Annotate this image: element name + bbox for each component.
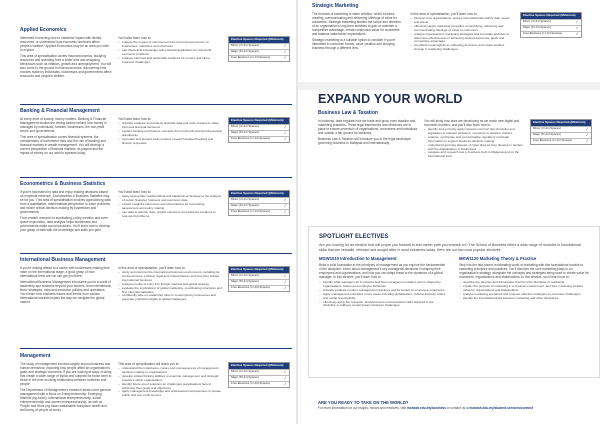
row-label: Free Electives (1 Unit Spaces) [523,31,563,36]
section-title: Management [20,353,51,359]
list-item: – evaluate the implications of global marketing, coordinating structures and firm internationalisation [118,287,222,295]
list-item: – extract insightful inferences and observations for forecasting, assessment and policy making [118,203,222,211]
list-item: – navigate and research law in business both in Malaysia and on the international front. [424,151,524,159]
list-item: – apply management knowledge and professional competencies in private, public and non-profit sectors. [118,390,222,398]
table-header: Elective Spaces Required (Minimum) [229,267,289,273]
table-header: Elective Spaces Required (Minimum) [521,13,581,19]
row-label: Minor (4 Unit Spaces) [523,19,551,24]
row-label: Free Electives (1 Unit Spaces) [231,381,271,386]
row-label: Major (8 Unit Spaces) [231,130,259,135]
row-label: Minor (4 Unit Spaces) [231,273,259,278]
section-body: This area of specialisation covers financial systems, the consideration of investment risks and the role of banking and financial markets in wealth management. You will develop a current perspective of financial markets, its players and the impact of money on our world's systems today. [20,135,106,155]
check-icon: ✓ [283,381,287,387]
table-row [229,285,289,291]
list-item: – analyse modes of entry into foreign markets and global strategy [118,283,222,287]
bullet-list [319,281,447,308]
section-body: The Department of Management's research areas cover general management with a focus on Entrepreneurship, Emerging Markets (eg Asian), International entrepreneurship, social entrepreneurship and women entrepreneurship, as well as People and Work (eg Asian sustainable workplace health and well-being of people at work). [20,388,111,412]
table-row [521,31,581,37]
cta-prefix: For more information on our majors, minors and electives, visit [318,406,407,410]
section-body: From market research to stocktaking, policy creation and even space exploration, data analysis helps businesses and governments make sound decisions. You'll learn how to develop your grasp of data with the knowledge and skills you gain. [20,216,111,232]
list-item: – use data to identify risks, predict outcomes and advance solutions to real-world problems. [118,211,222,219]
check-icon: ✓ [283,203,287,209]
list-item: – effectively apply the research, analytical and communication skills required in the discipline to address contemporary business challenges. [319,301,447,309]
elective-spaces-table [228,266,290,292]
table-header: Elective Spaces Required (Minimum) [229,363,289,369]
right-page [298,0,600,424]
check-icon: ✓ [283,279,287,285]
section-body: Strategic marketing is a suitable option to consider if you're interested in consumer trends, value creation and studying business through a different lens. [312,38,396,50]
check-icon: ✓ [585,126,589,132]
elective-spaces-table [530,119,592,145]
check-icon: ✓ [283,209,287,215]
section-banking [20,108,292,155]
unit-title: MKW1120 Marketing Theory & Practice [459,256,537,261]
band-divider [298,82,600,90]
table-header: Elective Spaces Required (Minimum) [531,120,591,126]
cta-title: ARE YOU READY TO TAKE ON THE WORLD? [318,400,409,405]
page-title: EXPAND YOUR WORLD [318,92,463,106]
section-title: Applied Economics [20,27,67,33]
section-intro: The study of management involves largely around business and human behaviour, exploring how people affect an organisation's goals and strategic outcomes. If you are looking at ways of doing that create a wider range of topics and subjects for those keen to thrive in the ever-evolving relationship between business and people. [20,362,112,386]
row-label: Free Electives (1 Unit Spaces) [231,285,271,290]
elective-spaces-table [228,36,290,62]
bullet-list [118,122,222,145]
section-applied-economics [20,27,292,78]
row-label: Major (8 Unit Spaces) [231,49,259,54]
connect-link[interactable]: monash.edu.my/student-services/connect [469,406,534,410]
divider [20,177,292,178]
table-header: Elective Spaces Required (Minimum) [229,37,289,43]
table-row [229,55,289,61]
list-item: – formulate and present well-rounded, research-backed banking and finance proposals. [118,138,222,146]
learn-label: This area of specialisation will teach you to: [118,362,180,366]
row-label: Major (8 Unit Spaces) [231,279,259,284]
list-item: – identify and correctly apply relevant common law principles and legislation to relevant problems, scenarios or taxation matters [424,128,524,136]
check-icon: ✓ [283,197,287,203]
list-item: – pair theoretical knowledge with practical application for real-world economic problems [118,49,222,57]
section-international-business [20,257,292,304]
section-intro: In business, laws regulate how we trade and grow, even taxation and marketing practices. These legal frameworks and structures are in place to ensure protection of organisations, consumers and individuals and sustain a fair ground for business. [318,119,418,135]
section-management [20,353,292,412]
list-item: – contribute meaningfully to marketing decisions and create positive change in marketing challenges. [410,44,514,52]
row-label: Free Electives (1 Unit Spaces) [231,209,271,214]
row-label: Free Electives (1 Unit Spaces) [231,55,271,60]
bullet-list [424,128,524,159]
list-item: – critically evaluate and analyse financial data and tools needed to make informed financial decisions [118,122,222,130]
check-icon: ✓ [283,285,287,291]
list-item: – identify what managers do in practice and how management shapes and is shaped by organisations, teams and employee behaviour [319,281,447,289]
spotlight-intro: Are you looking for an elective that will propel you forward in and career path you embark on? The School of Business offers a wide range of modules in foundational skills that are versatile, relevant and sought-after in most industries today. Here are our two most popular electives: [319,243,581,252]
learn-label: You'll also learn how to: [118,36,152,40]
section-strategic-marketing [312,3,584,52]
list-item: – analyse marketing scenarios and propose effective strategies to overcome challenges [459,293,589,297]
unit-title: MGW1010 Introduction to Management [319,256,397,261]
list-item: – identify the interrelationships between marketing and other disciplines. [459,297,589,301]
list-item: – effectively apply marketing principles in identifying, delivering and communicating offerings of value to customers [410,25,514,33]
bullet-list [118,271,222,302]
bullet-list [118,367,222,398]
list-item: – produce informed and actionable solutions for current and future business challenges. [118,57,222,65]
row-label: Major (8 Unit Spaces) [523,25,551,30]
row-label: Major (8 Unit Spaces) [231,375,259,380]
row-label: Free Electives (1 Unit Spaces) [533,138,573,143]
spotlight-electives [308,226,600,378]
section-business-law [318,110,594,159]
check-icon: ✓ [575,31,579,37]
row-label: Major (8 Unit Spaces) [231,203,259,208]
row-label: Minor (4 Unit Spaces) [231,369,259,374]
check-icon: ✓ [283,369,287,375]
unit-mkw1120 [459,256,589,301]
check-icon: ✓ [283,55,287,61]
table-header: Elective Spaces Required (Minimum) [229,191,289,197]
table-header: Elective Spaces Required (Minimum) [229,118,289,124]
elective-spaces-table [228,190,290,216]
section-intro: Interested in learning how to maximise impact with limited resources, or understand how economic decisions affect people's welfare? Applied Economics may be an area you wish to explore. [20,36,109,52]
divider [20,104,292,105]
list-item: – interpret how organisations, groups and individuals satisfy their needs and wants [410,17,514,25]
learn-label: You'll also learn how to: [118,117,152,121]
check-icon: ✓ [575,19,579,25]
table-row [229,209,289,215]
learn-label: In this area of specialisation, you'll learn how to: [118,266,186,270]
check-icon: ✓ [283,43,287,49]
learn-label: You will study how laws are developing as we reach new digital and economic frontiers, and you'll also learn how to: [424,119,520,127]
row-label: Free Electives (1 Unit Spaces) [231,136,271,141]
spotlight-title: SPOTLIGHT ELECTIVES [319,234,389,240]
check-icon: ✓ [283,273,287,279]
elective-spaces-table [228,117,290,143]
section-title: Business Law & Taxation [318,110,378,116]
section-title: Econometrics & Business Statistics [20,181,106,187]
divider [20,253,292,254]
business-link[interactable]: monash.edu.my/business [406,406,446,410]
learn-label: In this area of specialisation, you'll learn how to: [410,12,478,16]
section-body: This area of specialisation covers macroeconomics, studying resources and spending from a wider lens and analysing behaviours such as inflation, growth and unemployment. You will also come to the ground in microeconomics, discovering how choices made by individuals, businesses and governments affect resources and people's welfare. [20,54,112,78]
left-page [0,0,296,424]
unit-intro: Build a solid foundation in the principles of management as you explore the fundamentals of the discipline. Learn about management's key managerial decisions in shaping their employees and organisations, and how you can adapt these to the dynamics of a global manager. In this elective, you'll learn how to: [319,263,445,279]
check-icon: ✓ [585,132,589,138]
unit-mgw1010 [319,256,447,308]
divider [20,348,292,349]
bullet-list [118,195,222,218]
cta-section [318,400,592,410]
unit-intro: Step into the fast-paced, exhilarating world of marketing with this foundational module to marketing principles and practices. You'll discover the core marketing plays in an organisation's strategy, alongside the concepts and strategies being used to create value for customers, organisations and stakeholders. In this elective, you'll learn how to: [459,263,589,279]
check-icon: ✓ [283,136,287,142]
cta-text [318,406,592,410]
list-item: – study and interpret the international business environment, including its socioeconomic, political, legal and cultural factors and how they impact international business [118,271,222,283]
bullet-list [118,41,222,64]
check-icon: ✓ [575,25,579,31]
check-icon: ✓ [283,124,287,130]
list-item: – critically evaluate modern management practices and its impact on employee experience [319,289,447,293]
row-label: Minor (4 Unit Spaces) [231,197,259,202]
section-title: Strategic Marketing [312,3,359,9]
section-intro: If you're looking ahead to a career with businesses making their mark on the international stage, a good grasp of how international firms are run can get you there. [20,266,110,278]
list-item: – explain the purpose of marketing in a dynamic environment, and how marketing creates value for organisations and stakeholders [459,285,589,293]
list-item: – confidently take on leadership roles in contemporary businesses and generate practical insights to global challenges. [118,294,222,302]
section-intro: If you're fascinated by data and enjoy making decisions based on empirical evidence, Econometrics & Business Statistics may be for you. This area of specialisation involves approaching data from a quantitative, mathematical perspective to solve problems and inform critical decision-making by businesses and governments. [20,190,111,214]
row-label: Minor (4 Unit Spaces) [231,124,259,129]
table-row [229,136,289,142]
section-title: Banking & Financial Management [20,108,100,114]
section-body: Business Law & Taxation will introduce you to the legal landscape governing business in Malaysia and internationally. [318,137,411,145]
list-item: – apply management principles in key areas including globalisation, cultural diversity, ethics and social responsibility [319,293,447,301]
section-intro: At every level of society, money matters. Banking & Financial Management studies the driving factors behind how money is managed by individuals, families, businesses, the non-profit sector and governments. [20,117,107,133]
cta-mid: or contact us at [445,406,470,410]
row-label: Minor (4 Unit Spaces) [231,43,259,48]
bullet-list [459,281,589,301]
section-title: International Business Management [20,257,106,263]
check-icon: ✓ [283,130,287,136]
table-row [531,138,591,144]
check-icon: ✓ [283,49,287,55]
bullet-list [410,17,514,52]
table-row [229,381,289,387]
section-intro: The bedrock of marketing is value creation, which involves creating, communicating and delivering offerings of value for customers. Strategic marketing studies the scope and direction of an organisation's long-term activities to gain or maintain a competitive advantage, create continuous value for customers and balance stakeholder expectations. [312,12,401,36]
section-body: International Business Management introduces you to a world of leadership and business beyond your borders, from international firms' strategies, risks and executive policies and operations. You'll learn how business issues and trends from various international markets impact the way we navigate the global market. [20,280,111,304]
list-item: – understand and stay abreast of cyber laws as they develop in tandem with the digitalisation of businesses [424,144,524,152]
list-item: – analyse organisations' marketing strategies and formulate activities to determine effectiveness in achieving desired outcomes, goals and competitive advantage [410,33,514,45]
list-item: – develop critical thinking abilities to examine management and strategic practices within organisations [118,375,222,383]
list-item: – understand the importance, nature and consequences of management decision-making in organisations [118,367,222,375]
list-item: – explain banking and finance concepts from both technical and theoretical standpoints [118,130,222,138]
elective-spaces-table [228,362,290,388]
list-item: – identify future-proof solutions for challenges organisations face in achieving their goals and objectives [118,383,222,391]
list-item: – apply appropriate mathematical and statistical techniques to the analysis of social, financial, business and economic data [118,195,222,203]
check-icon: ✓ [585,138,589,144]
row-label: Major (8 Unit Spaces) [533,132,561,137]
check-icon: ✓ [283,375,287,381]
elective-spaces-table [520,12,582,38]
list-item: – analyse, synthesise and conceptualise regulatory and legal information to support business decision-making [424,136,524,144]
learn-label: You'll also learn how to: [118,190,152,194]
section-econometrics [20,181,292,232]
list-item: – describe the theories and frameworks that form the discipline of marketing [459,281,589,285]
row-label: Minor (4 Unit Spaces) [533,126,561,131]
list-item: – analyse the impact of macroeconomics and microeconomics on businesses, industries and structures [118,41,222,49]
